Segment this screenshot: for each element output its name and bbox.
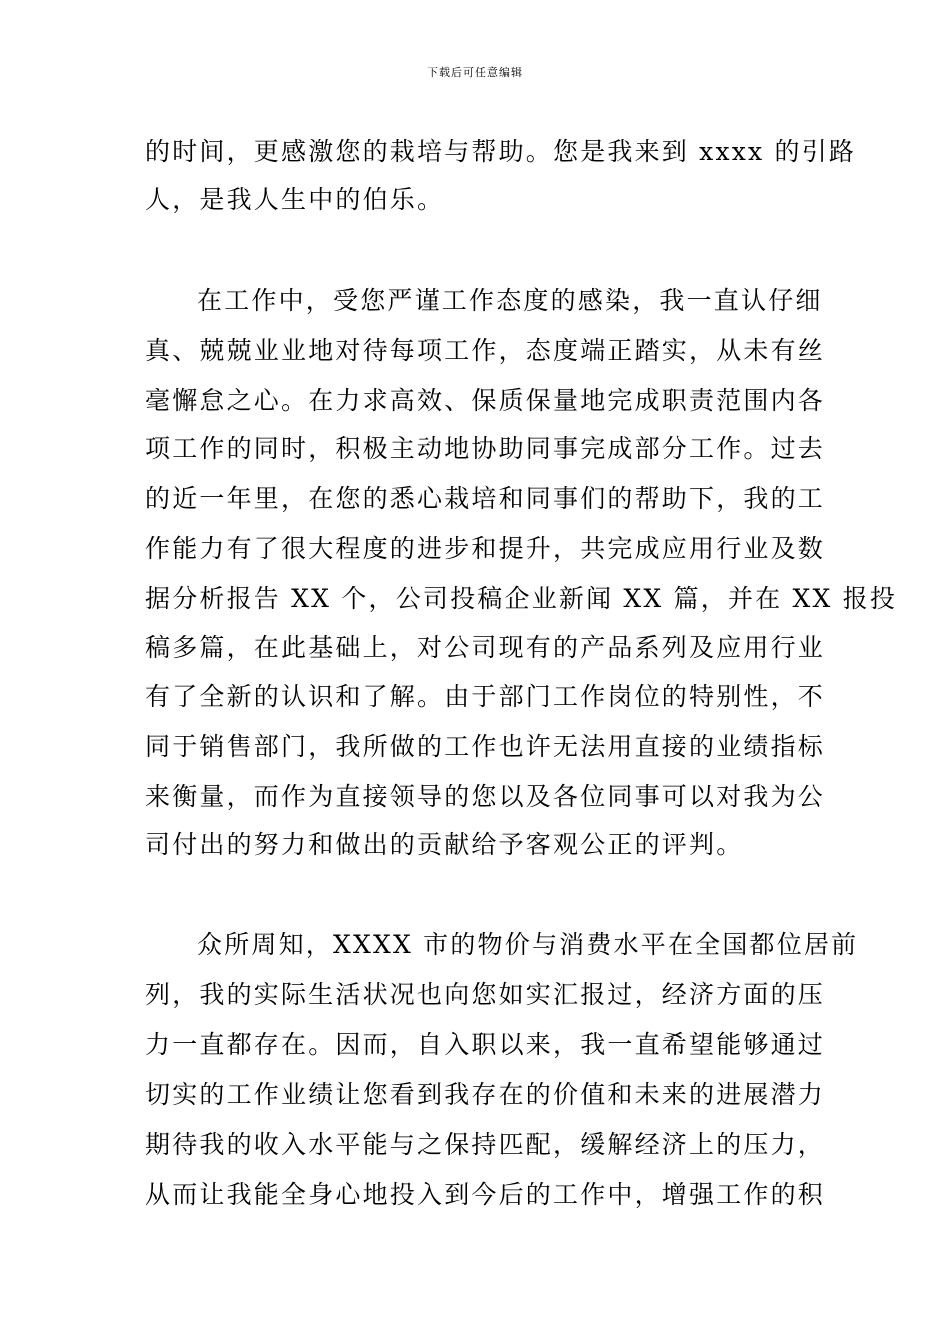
text-line: 同于销售部门，我所做的工作也许无法用直接的业绩指标 [145, 732, 826, 761]
text-line: 真、兢兢业业地对待每项工作，态度端正踏实，从未有丝 [145, 336, 826, 365]
paragraph-first-line: 众所周知，XXXX 市的物价与消费水平在全国都位居前 [197, 930, 859, 959]
text-line: 司付出的努力和做出的贡献给予客观公正的评判。 [145, 830, 744, 859]
paragraph-first-line: 在工作中，受您严谨工作态度的感染，我一直认仔细 [197, 286, 823, 315]
text-line: 有了全新的认识和了解。由于部门工作岗位的特别性，不 [145, 682, 826, 711]
text-line: 来衡量，而作为直接领导的您以及各位同事可以对我为公 [145, 782, 826, 811]
text-line: 列，我的实际生活状况也向您如实汇报过，经济方面的压 [145, 980, 826, 1009]
text-line: 从而让我能全身心地投入到今后的工作中，增强工作的积 [145, 1180, 826, 1209]
text-line: 切实的工作业绩让您看到我存在的价值和未来的进展潜力 [145, 1080, 826, 1109]
text-line: 毫懈怠之心。在力求高效、保质保量地完成职责范围内各 [145, 386, 826, 415]
text-line: 据分析报告 XX 个，公司投稿企业新闻 XX 篇，并在 XX 报投 [145, 584, 898, 613]
text-line: 的近一年里，在您的悉心栽培和同事们的帮助下，我的工 [145, 484, 826, 513]
text-line: 的时间，更感激您的栽培与帮助。您是我来到 xxxx 的引路 [145, 137, 857, 166]
text-line: 作能力有了很大程度的进步和提升，共完成应用行业及数 [145, 534, 826, 563]
text-line: 人，是我人生中的伯乐。 [145, 185, 445, 214]
text-line: 稿多篇，在此基础上，对公司现有的产品系列及应用行业 [145, 633, 826, 662]
text-line: 项工作的同时，积极主动地协助同事完成部分工作。过去 [145, 434, 826, 463]
page-header: 下载后可任意编辑 [427, 66, 523, 79]
text-line: 力一直都存在。因而，自入职以来，我一直希望能够通过 [145, 1030, 826, 1059]
text-line: 期待我的收入水平能与之保持匹配，缓解经济上的压力， [145, 1130, 826, 1159]
